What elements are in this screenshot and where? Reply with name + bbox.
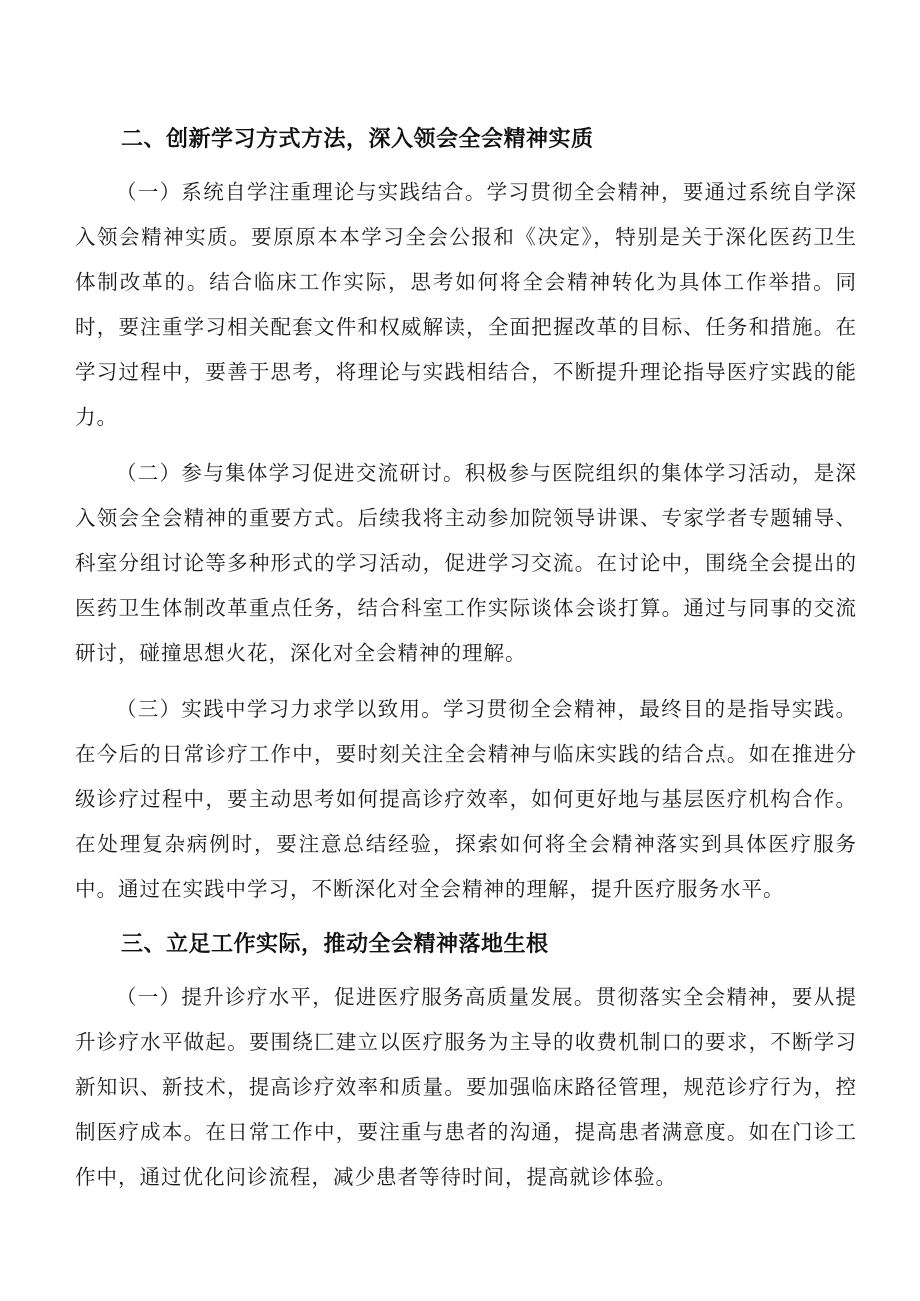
section-heading-2: 二、创新学习方式方法，深入领会全会精神实质 [121,127,594,152]
paragraph: （一）提升诊疗水平，促进医疗服务高质量发展。贯彻落实全会精神，要从提升诊疗水平做起。要围绕匚建立以医疗服务为主导的收费机制口的要求，不断学习新知识、新技术，提高诊疗效率和质量。要加强临床路径管理，规范诊疗行为，控制医疗成本。在日常工作中，要注重与患者的沟通，提高患者满意度。如在门诊工作中，通过优化问诊流程，减少患者等待时间，提高就诊体验。 [75,985,857,1189]
document-body [75,118,857,1211]
section-heading-3: 三、立足工作实际，推动全会精神落地生根 [121,932,549,957]
paragraph: （三）实践中学习力求学以致用。学习贯彻全会精神，最终目的是指导实践。在今后的日常诊疗工作中，要时刻关注全会精神与临床实践的结合点。如在推进分级诊疗过程中，要主动思考如何提高诊疗效率，如何更好地与基层医疗机构合作。在处理复杂病例时，要注意总结经验，探索如何将全会精神落实到具体医疗服务中。通过在实践中学习，不断深化对全会精神的理解，提升医疗服务水平。 [75,697,857,901]
paragraph: （一）系统自学注重理论与实践结合。学习贯彻全会精神，要通过系统自学深入领会精神实质。要原原本本学习全会公报和《决定》，特别是关于深化医药卫生体制改革的。结合临床工作实际，思考如何将全会精神转化为具体工作举措。同时，要注重学习相关配套文件和权威解读，全面把握改革的目标、任务和措施。在学习过程中，要善于思考，将理论与实践相结合，不断提升理论指导医疗实践的能力。 [75,180,857,429]
paragraph: （二）参与集体学习促进交流研讨。积极参与医院组织的集体学习活动，是深入领会全会精神的重要方式。后续我将主动参加院领导讲课、专家学者专题辅导、科室分组讨论等多种形式的学习活动，促进学习交流。在讨论中，围绕全会提出的医药卫生体制改革重点任务，结合科室工作实际谈体会谈打算。通过与同事的交流研讨，碰撞思想火花，深化对全会精神的理解。 [75,461,857,665]
